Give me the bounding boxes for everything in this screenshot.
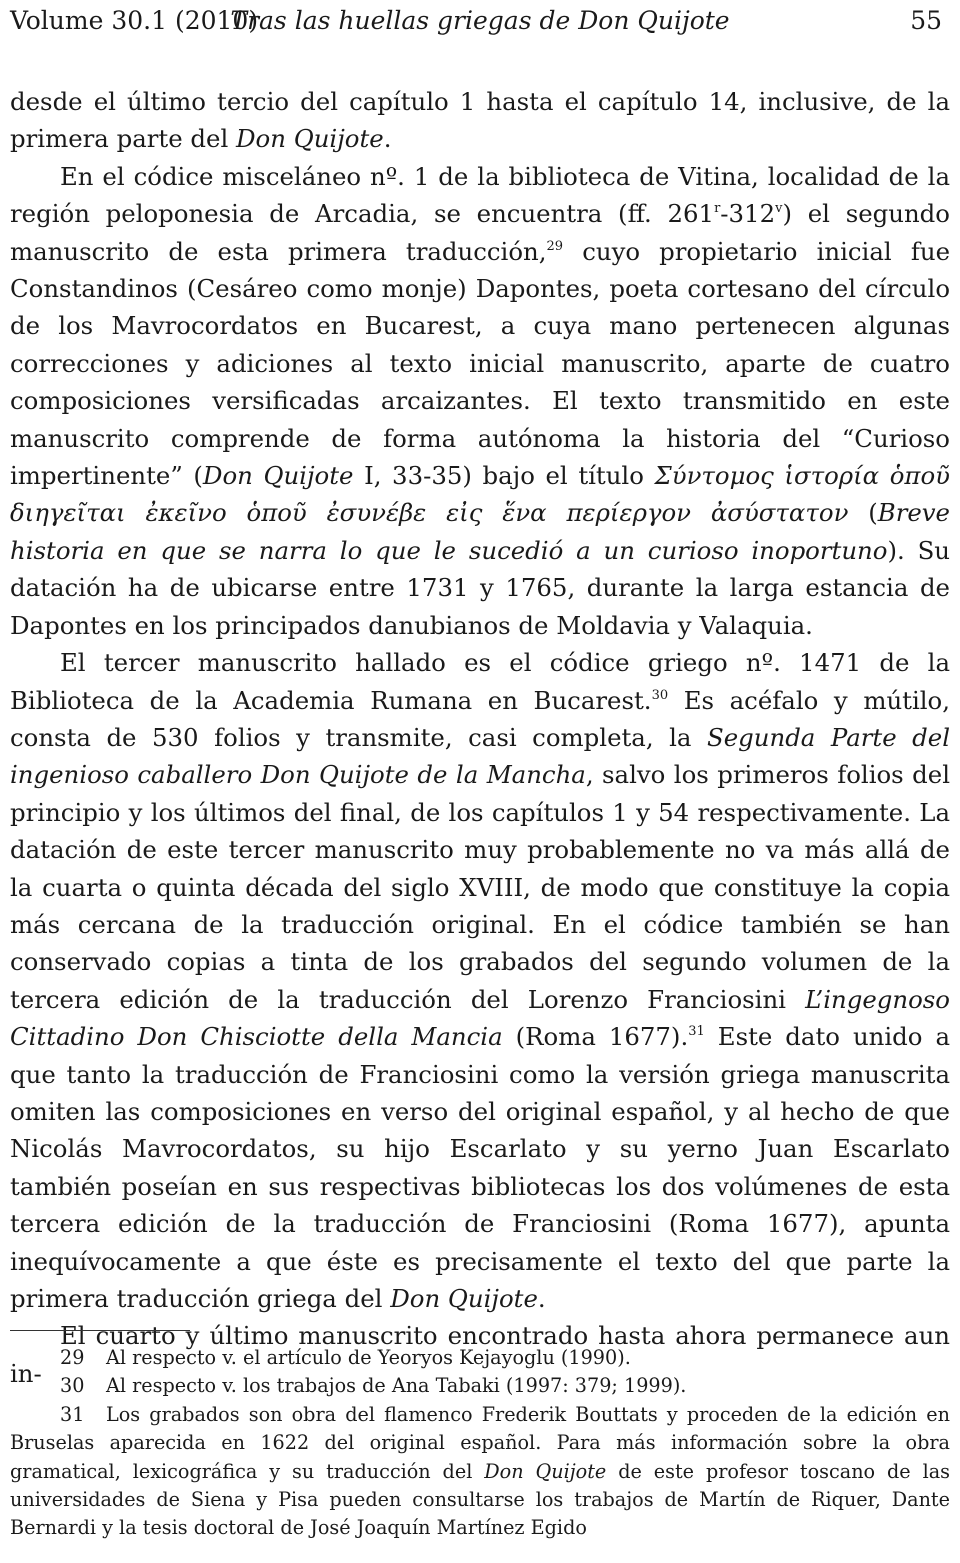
footnote-number: 29 bbox=[60, 1346, 85, 1369]
footnote-ref-31[interactable]: 31 bbox=[688, 1024, 705, 1040]
footnote-29 bbox=[10, 1344, 950, 1372]
italic-run: Don Quijote bbox=[390, 1284, 538, 1313]
text-run: El tercer manuscrito hallado es el códice griego nº. 1471 de la Biblioteca de la Academia Rumana en Bucarest. bbox=[10, 648, 950, 715]
text-run: . bbox=[537, 1284, 546, 1313]
text-run: ) el segundo manuscrito de esta primera traducción, bbox=[10, 199, 950, 266]
italic-run: L’ingegnoso Cittadino Don Chisciotte della Mancia bbox=[10, 984, 950, 1052]
text-run: cuyo propietario inicial fue Constandinos (Cesáreo como monje) Dapontes, poeta cortesano del círculo de los Mavrocordatos en Bucarest, a cuya mano pertenecen algunas correcciones y adiciones al texto inicial manuscrito, aparte de cuatro composiciones versificadas arcaizantes. El texto transmitido en este manuscrito comprende de forma autónoma la historia del “Curioso impertinente” ( bbox=[10, 236, 950, 491]
footnote-text: Al respecto v. el artículo de Yeoryos Kejayoglu (1990). bbox=[106, 1346, 631, 1369]
paragraph-1 bbox=[10, 83, 950, 158]
footnote-text: Al respecto v. los trabajos de Ana Tabaki (1997: 379; 1999). bbox=[106, 1374, 687, 1398]
footnote-text: Los grabados son obra del flamenco Frederik Bouttats y proceden de la edición en Bruselas aparecida en 1622 del original español. Para más información sobre la obra gramatical, lexicográfica y su traducción del bbox=[10, 1402, 950, 1483]
footnote-31 bbox=[10, 1401, 950, 1543]
text-run: I, 33-35) bajo el título bbox=[353, 461, 655, 491]
text-run: , salvo los primeros folios del principio y los últimos del final, de los capítulos 1 y 54 respectivamente. La datación de este tercer manuscrito muy probablemente no va más allá de la cuarta o quinta década del siglo XVIII, de modo que constituye la copia más cercana de la traducción original. En el códice también se han conservado copias a tinta de los grabados del segundo volumen de la tercera edición de la traducción del Lorenzo Franciosini bbox=[10, 760, 950, 1014]
text-run: En el códice misceláneo nº. 1 de la biblioteca de Vitina, localidad de la región peloponesia de Arcadia, se encuentra (ff. 261 bbox=[10, 161, 950, 229]
text-run: Este dato unido a que tanto la traducción de Franciosini como la versión griega manuscrita omiten las composiciones en verso del original español, y al hecho de que Nicolás Mavrocordatos, su hijo Escarlato y su yerno Juan Escarlato también poseían en sus respectivas bibliotecas los dos volúmenes de esta tercera edición de la traducción de Franciosini (Roma 1677), apunta inequívocamente a que éste es precisamente el texto del que parte la primera traducción griega del bbox=[10, 1022, 950, 1313]
footnote-text: de este profesor toscano de las universidades de Siena y Pisa pueden consultarse los trabajos de Martín de Riquer, Dante Bernardi y la tesis doctoral de José Joaquín Martínez Egido bbox=[10, 1459, 950, 1540]
text-run: . bbox=[383, 124, 392, 154]
text-run: El cuarto y último manuscrito encontrado hasta ahora permanece aun in- bbox=[10, 1321, 950, 1388]
paragraph-3 bbox=[10, 644, 950, 1317]
footnote-ref-30[interactable]: 30 bbox=[651, 687, 669, 703]
italic-run: Don Quijote bbox=[484, 1459, 607, 1483]
footnote-number: 30 bbox=[60, 1374, 85, 1398]
text-run: Es acéfalo y mútilo, consta de 530 folios y transmite, casi completa, la bbox=[10, 685, 950, 752]
running-header bbox=[10, 4, 950, 38]
journal-volume: Volume 30.1 (2010) bbox=[10, 6, 259, 35]
main-text bbox=[10, 83, 950, 1392]
paragraph-2 bbox=[10, 158, 950, 644]
italic-run: Don Quijote bbox=[202, 461, 354, 491]
footnote-30 bbox=[10, 1372, 950, 1400]
text-run: ( bbox=[848, 498, 878, 528]
text-run: (Roma 1677). bbox=[502, 1022, 689, 1052]
italic-run: Segunda Parte del ingenioso caballero Don Quijote de la Mancha bbox=[10, 722, 951, 790]
text-run: -312 bbox=[720, 199, 776, 229]
text-run: ). Su datación ha de ubicarse entre 1731 y 1765, durante la larga estancia de Dapontes en los principados danubianos de Moldavia y Valaquia. bbox=[10, 535, 950, 640]
italic-run: Don Quijote bbox=[236, 124, 384, 154]
footnote-ref-29[interactable]: 29 bbox=[546, 238, 564, 254]
footnote-separator bbox=[10, 1330, 190, 1331]
footnotes bbox=[10, 1344, 950, 1543]
greek-title: Σύντομος ἱστορία ὁποῦ διηγεῖται ἐκεῖνο ὁποῦ ἐσυνέβε εἰς ἕνα περίεργον ἀσύστατον bbox=[10, 461, 950, 528]
page-number: 55 bbox=[910, 6, 942, 35]
folio-superscript: v bbox=[775, 201, 783, 217]
italic-run: Breve historia en que se narra lo que le sucedió a un curioso inoportuno bbox=[10, 498, 950, 565]
running-title: Tras las huellas griegas de Don Quijote bbox=[230, 6, 730, 35]
footnote-number: 31 bbox=[60, 1402, 85, 1426]
text-run: desde el último tercio del capítulo 1 hasta el capítulo 14, inclusive, de la primera parte del bbox=[10, 87, 950, 154]
folio-superscript: r bbox=[714, 201, 721, 217]
